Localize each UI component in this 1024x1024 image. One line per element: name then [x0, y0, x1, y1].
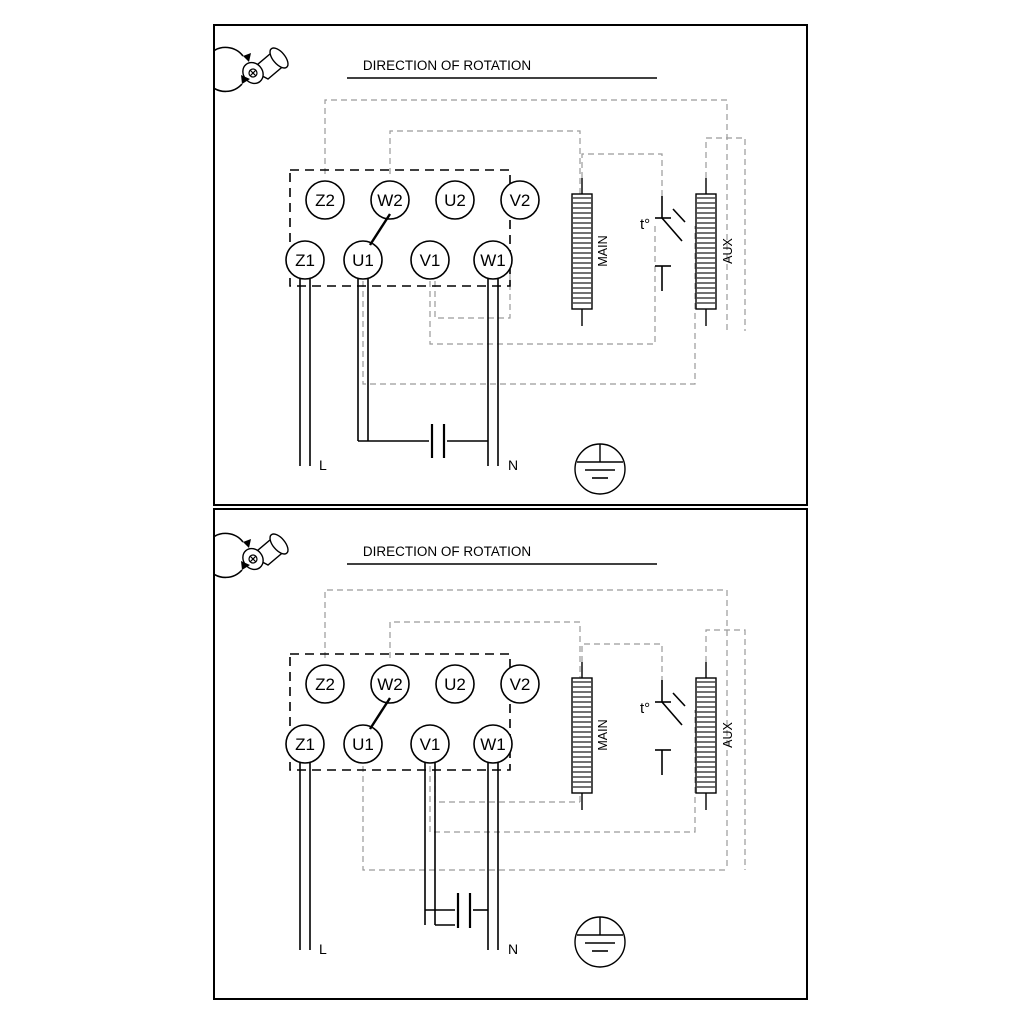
- terminal-u2-bottom: U2: [444, 675, 466, 694]
- aux-dashed-wiring-top: [325, 100, 727, 384]
- main-winding-top: [572, 178, 610, 326]
- terminal-z2-top: Z2: [315, 191, 335, 210]
- neutral-label-bottom: N: [508, 941, 519, 957]
- terminal-v1-bottom: V1: [419, 735, 441, 754]
- terminal-w1-bottom: W1: [480, 735, 506, 754]
- terminal-w2-top: W2: [377, 191, 403, 210]
- terminal-v2-top: V2: [509, 191, 531, 210]
- thermal-switch-bottom: [640, 680, 685, 775]
- aux-winding-label-bottom: AUX: [721, 722, 735, 748]
- terminal-z1-top: Z1: [295, 251, 315, 270]
- wiring-diagram-panel-top: [213, 24, 808, 506]
- motor-shaft-ccw-arrow-icon: [215, 45, 291, 91]
- main-winding-bottom: [572, 662, 610, 810]
- jumper-w2-u1-top: [370, 214, 390, 245]
- panel-top-canvas: [215, 26, 806, 504]
- terminal-v1-top: V1: [419, 251, 441, 270]
- terminal-z1-bottom: Z1: [295, 735, 315, 754]
- jumper-w2-u1-bottom: [370, 698, 390, 729]
- terminals-bottom-row-bottom-panel: [286, 725, 512, 763]
- main-winding-label-top: MAIN: [596, 235, 610, 267]
- main-winding-label-bottom: MAIN: [596, 719, 610, 751]
- terminal-v2-bottom: V2: [509, 675, 531, 694]
- earth-ground-icon-bottom: [575, 917, 625, 967]
- terminal-z2-bottom: Z2: [315, 675, 335, 694]
- lead-wires-bottom: [300, 763, 498, 950]
- panel-bottom-canvas: [215, 510, 806, 998]
- lead-wires-top: [300, 279, 498, 466]
- aux-winding-bottom: [696, 662, 735, 810]
- line-label-bottom: L: [319, 941, 327, 957]
- terminal-u1-bottom: U1: [352, 735, 374, 754]
- rotation-title-top: DIRECTION OF ROTATION: [362, 58, 532, 73]
- wiring-diagram-panel-bottom: [213, 508, 808, 1000]
- thermal-switch-label-bottom: t°: [640, 700, 651, 717]
- terminals-top-row-bottom-panel: [306, 665, 539, 703]
- rotation-title-bottom: DIRECTION OF ROTATION: [362, 544, 532, 559]
- neutral-label-top: N: [508, 457, 519, 473]
- motor-shaft-cw-arrow-icon: [215, 531, 291, 577]
- earth-ground-icon-top: [575, 444, 625, 494]
- aux-winding-top: [696, 178, 735, 326]
- terminals-bottom-row-top-panel: [286, 241, 512, 279]
- aux-winding-label-top: AUX: [721, 238, 735, 264]
- terminal-u1-top: U1: [352, 251, 374, 270]
- terminal-w1-top: W1: [480, 251, 506, 270]
- winding-dashed-links-top: [582, 138, 745, 331]
- terminal-u2-top: U2: [444, 191, 466, 210]
- line-label-top: L: [319, 457, 327, 473]
- terminals-top-row-top-panel: [306, 181, 539, 219]
- run-capacitor-icon-top: [432, 424, 444, 458]
- thermal-switch-label-top: t°: [640, 216, 651, 233]
- run-capacitor-icon-bottom: [458, 893, 470, 928]
- thermal-switch-top: [640, 196, 685, 291]
- terminal-w2-bottom: W2: [377, 675, 403, 694]
- aux-dashed-wiring-bottom: [325, 590, 727, 870]
